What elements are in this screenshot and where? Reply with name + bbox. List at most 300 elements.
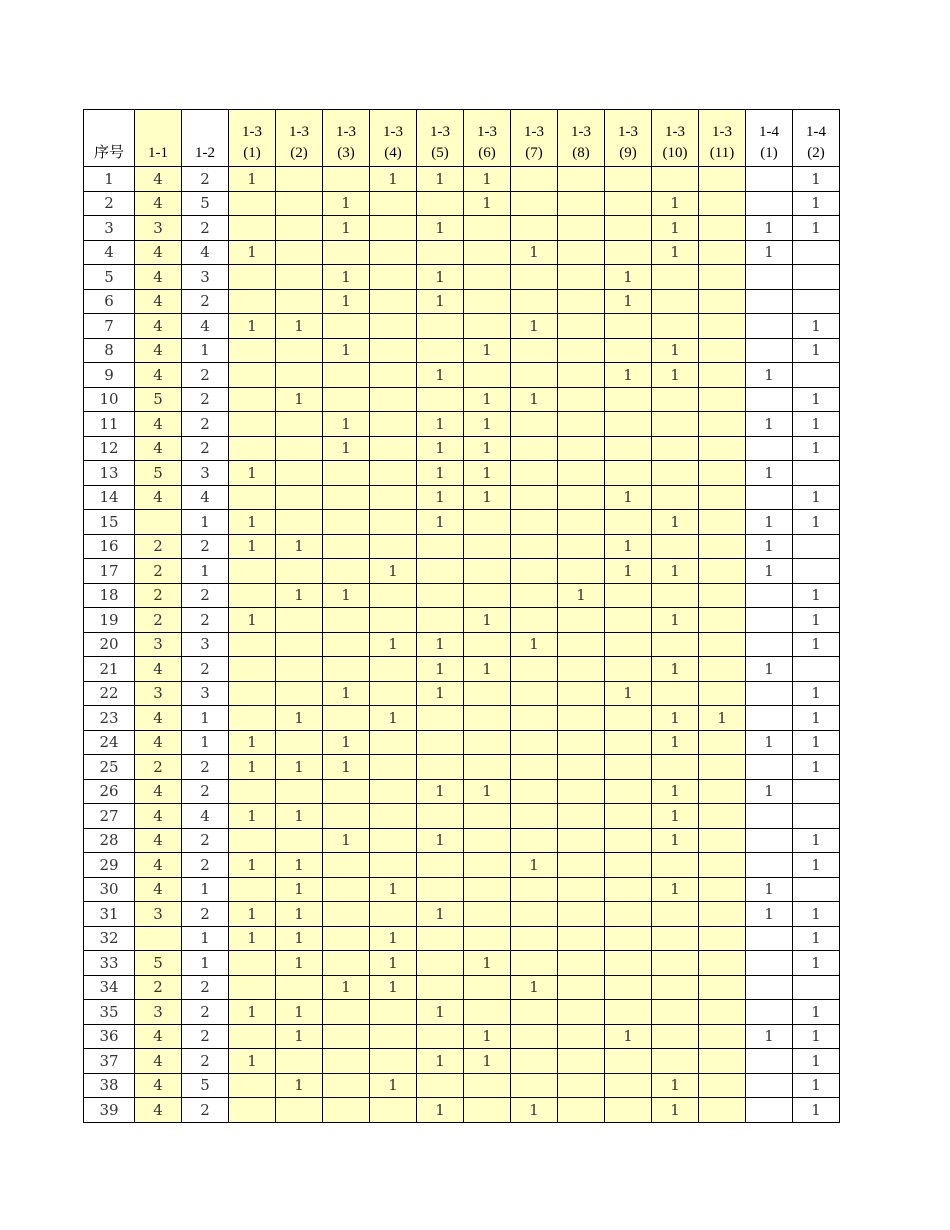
table-cell bbox=[605, 191, 652, 216]
table-cell bbox=[464, 828, 511, 853]
table-cell bbox=[746, 853, 793, 878]
table-cell bbox=[605, 1049, 652, 1074]
table-cell bbox=[464, 510, 511, 535]
table-row bbox=[84, 485, 840, 510]
table-cell: 1 bbox=[652, 559, 699, 584]
table-cell bbox=[229, 681, 276, 706]
table-cell bbox=[605, 510, 652, 535]
table-cell bbox=[276, 510, 323, 535]
table-cell bbox=[276, 730, 323, 755]
table-cell: 1 bbox=[511, 314, 558, 339]
table-cell bbox=[417, 853, 464, 878]
table-row bbox=[84, 657, 840, 682]
row-number-cell: 21 bbox=[84, 657, 135, 682]
table-cell bbox=[323, 779, 370, 804]
column-header: 1-3 (3) bbox=[323, 110, 370, 167]
table-cell: 1 bbox=[276, 877, 323, 902]
table-cell: 1 bbox=[793, 681, 840, 706]
table-cell bbox=[652, 755, 699, 780]
table-cell bbox=[699, 608, 746, 633]
table-cell: 1 bbox=[746, 730, 793, 755]
table-cell: 4 bbox=[135, 436, 182, 461]
table-cell: 1 bbox=[558, 583, 605, 608]
table-cell: 4 bbox=[135, 240, 182, 265]
table-cell: 2 bbox=[182, 657, 229, 682]
table-cell: 3 bbox=[135, 1000, 182, 1025]
table-cell bbox=[511, 1073, 558, 1098]
table-row bbox=[84, 1073, 840, 1098]
column-header: 序号 bbox=[84, 110, 135, 167]
table-cell bbox=[370, 289, 417, 314]
table-cell: 2 bbox=[182, 1024, 229, 1049]
table-cell bbox=[652, 314, 699, 339]
table-cell bbox=[699, 877, 746, 902]
table-cell: 1 bbox=[746, 1024, 793, 1049]
table-cell: 1 bbox=[323, 412, 370, 437]
table-cell: 1 bbox=[605, 1024, 652, 1049]
table-cell: 2 bbox=[135, 608, 182, 633]
table-cell bbox=[276, 1049, 323, 1074]
table-cell: 4 bbox=[135, 706, 182, 731]
table-cell bbox=[746, 1049, 793, 1074]
table-cell bbox=[746, 265, 793, 290]
table-cell: 1 bbox=[793, 632, 840, 657]
column-header: 1-1 bbox=[135, 110, 182, 167]
table-cell bbox=[558, 191, 605, 216]
table-cell bbox=[229, 951, 276, 976]
table-cell bbox=[558, 265, 605, 290]
table-row bbox=[84, 240, 840, 265]
table-cell: 4 bbox=[135, 853, 182, 878]
table-cell bbox=[511, 1049, 558, 1074]
table-cell: 1 bbox=[793, 730, 840, 755]
table-cell: 1 bbox=[323, 583, 370, 608]
row-number-cell: 28 bbox=[84, 828, 135, 853]
table-cell: 4 bbox=[135, 485, 182, 510]
table-cell bbox=[276, 216, 323, 241]
table-row bbox=[84, 436, 840, 461]
table-cell bbox=[276, 240, 323, 265]
table-cell bbox=[229, 632, 276, 657]
table-cell bbox=[652, 975, 699, 1000]
table-cell bbox=[558, 926, 605, 951]
row-number-cell: 22 bbox=[84, 681, 135, 706]
table-cell bbox=[417, 534, 464, 559]
table-cell: 1 bbox=[370, 1073, 417, 1098]
table-cell bbox=[370, 461, 417, 486]
column-header: 1-3 (7) bbox=[511, 110, 558, 167]
table-cell: 1 bbox=[793, 216, 840, 241]
table-cell bbox=[511, 363, 558, 388]
table-cell: 1 bbox=[417, 289, 464, 314]
table-row bbox=[84, 216, 840, 241]
table-cell: 1 bbox=[652, 191, 699, 216]
table-cell bbox=[276, 167, 323, 192]
table-row bbox=[84, 1098, 840, 1123]
table-row bbox=[84, 804, 840, 829]
table-cell bbox=[464, 216, 511, 241]
table-cell: 1 bbox=[605, 559, 652, 584]
table-cell bbox=[323, 510, 370, 535]
table-cell: 1 bbox=[652, 779, 699, 804]
table-cell bbox=[699, 265, 746, 290]
table-cell: 1 bbox=[652, 730, 699, 755]
table-cell bbox=[699, 828, 746, 853]
column-header: 1-3 (1) bbox=[229, 110, 276, 167]
table-cell bbox=[793, 877, 840, 902]
table-cell: 1 bbox=[464, 1024, 511, 1049]
table-cell bbox=[417, 240, 464, 265]
table-cell bbox=[229, 1024, 276, 1049]
table-cell bbox=[746, 1098, 793, 1123]
table-cell bbox=[699, 583, 746, 608]
table-cell: 1 bbox=[793, 338, 840, 363]
table-cell: 1 bbox=[464, 436, 511, 461]
table-cell: 1 bbox=[793, 1000, 840, 1025]
row-number-cell: 13 bbox=[84, 461, 135, 486]
table-cell: 1 bbox=[605, 534, 652, 559]
table-cell bbox=[511, 877, 558, 902]
table-cell: 1 bbox=[746, 240, 793, 265]
table-cell bbox=[746, 167, 793, 192]
table-cell bbox=[699, 510, 746, 535]
table-cell bbox=[558, 436, 605, 461]
table-cell: 1 bbox=[793, 583, 840, 608]
table-cell: 2 bbox=[182, 1049, 229, 1074]
table-cell bbox=[417, 559, 464, 584]
row-number-cell: 38 bbox=[84, 1073, 135, 1098]
table-cell: 1 bbox=[464, 191, 511, 216]
table-cell bbox=[370, 1024, 417, 1049]
table-cell bbox=[323, 167, 370, 192]
table-cell bbox=[699, 1024, 746, 1049]
table-cell: 4 bbox=[135, 1098, 182, 1123]
row-number-cell: 9 bbox=[84, 363, 135, 388]
table-cell: 2 bbox=[182, 755, 229, 780]
table-cell bbox=[699, 755, 746, 780]
table-cell: 1 bbox=[464, 338, 511, 363]
table-cell: 1 bbox=[746, 559, 793, 584]
table-cell bbox=[323, 804, 370, 829]
table-cell: 4 bbox=[135, 363, 182, 388]
table-cell bbox=[605, 730, 652, 755]
table-cell bbox=[464, 314, 511, 339]
table-cell: 1 bbox=[182, 706, 229, 731]
table-cell bbox=[370, 510, 417, 535]
table-cell: 1 bbox=[182, 926, 229, 951]
row-number-cell: 11 bbox=[84, 412, 135, 437]
table-cell: 2 bbox=[135, 755, 182, 780]
table-cell bbox=[793, 975, 840, 1000]
table-cell bbox=[652, 583, 699, 608]
table-row bbox=[84, 510, 840, 535]
table-cell bbox=[746, 191, 793, 216]
table-cell: 1 bbox=[276, 534, 323, 559]
table-cell bbox=[746, 314, 793, 339]
table-cell bbox=[417, 755, 464, 780]
table-cell: 1 bbox=[793, 314, 840, 339]
row-number-cell: 35 bbox=[84, 1000, 135, 1025]
table-cell bbox=[652, 461, 699, 486]
table-cell: 2 bbox=[135, 534, 182, 559]
table-cell bbox=[229, 657, 276, 682]
table-cell bbox=[323, 632, 370, 657]
table-cell: 1 bbox=[417, 265, 464, 290]
table-cell bbox=[605, 779, 652, 804]
table-cell bbox=[699, 902, 746, 927]
table-cell bbox=[605, 608, 652, 633]
table-cell: 1 bbox=[417, 681, 464, 706]
table-row bbox=[84, 951, 840, 976]
table-cell: 2 bbox=[182, 289, 229, 314]
table-cell bbox=[558, 412, 605, 437]
table-cell bbox=[464, 706, 511, 731]
table-cell: 1 bbox=[182, 510, 229, 535]
table-cell: 1 bbox=[652, 1098, 699, 1123]
table-cell: 1 bbox=[229, 510, 276, 535]
row-number-cell: 24 bbox=[84, 730, 135, 755]
table-cell bbox=[370, 314, 417, 339]
table-cell bbox=[276, 265, 323, 290]
table-cell: 1 bbox=[276, 1073, 323, 1098]
table-row bbox=[84, 608, 840, 633]
table-cell: 5 bbox=[135, 461, 182, 486]
table-cell: 2 bbox=[182, 779, 229, 804]
row-number-cell: 36 bbox=[84, 1024, 135, 1049]
table-cell: 1 bbox=[464, 951, 511, 976]
table-cell: 1 bbox=[464, 167, 511, 192]
table-cell: 1 bbox=[370, 951, 417, 976]
table-cell bbox=[793, 265, 840, 290]
table-cell: 4 bbox=[135, 779, 182, 804]
table-row bbox=[84, 191, 840, 216]
table-cell bbox=[370, 240, 417, 265]
table-cell bbox=[605, 828, 652, 853]
table-cell: 2 bbox=[182, 167, 229, 192]
table-cell: 1 bbox=[323, 828, 370, 853]
table-cell bbox=[558, 828, 605, 853]
table-row bbox=[84, 706, 840, 731]
table-cell bbox=[229, 706, 276, 731]
table-cell: 1 bbox=[182, 730, 229, 755]
table-cell: 1 bbox=[652, 363, 699, 388]
table-cell: 1 bbox=[323, 289, 370, 314]
table-cell bbox=[323, 485, 370, 510]
table-cell: 3 bbox=[182, 461, 229, 486]
table-cell: 2 bbox=[182, 412, 229, 437]
table-cell bbox=[746, 926, 793, 951]
table-cell bbox=[605, 657, 652, 682]
table-cell bbox=[605, 902, 652, 927]
table-cell: 4 bbox=[182, 804, 229, 829]
table-cell bbox=[558, 363, 605, 388]
table-cell bbox=[699, 485, 746, 510]
table-cell bbox=[511, 338, 558, 363]
row-number-cell: 37 bbox=[84, 1049, 135, 1074]
row-number-cell: 6 bbox=[84, 289, 135, 314]
table-cell bbox=[699, 461, 746, 486]
table-cell bbox=[558, 289, 605, 314]
table-cell bbox=[605, 412, 652, 437]
table-cell bbox=[276, 412, 323, 437]
column-header: 1-3 (11) bbox=[699, 110, 746, 167]
column-header: 1-3 (6) bbox=[464, 110, 511, 167]
table-cell bbox=[464, 265, 511, 290]
table-cell bbox=[652, 632, 699, 657]
table-cell bbox=[323, 926, 370, 951]
column-header: 1-3 (8) bbox=[558, 110, 605, 167]
table-cell bbox=[276, 436, 323, 461]
table-cell bbox=[276, 191, 323, 216]
table-cell bbox=[652, 951, 699, 976]
table-cell bbox=[652, 265, 699, 290]
table-cell bbox=[652, 1000, 699, 1025]
table-cell: 4 bbox=[135, 1073, 182, 1098]
table-cell bbox=[511, 902, 558, 927]
table-cell bbox=[746, 436, 793, 461]
table-cell bbox=[699, 1049, 746, 1074]
table-row bbox=[84, 167, 840, 192]
table-cell: 1 bbox=[276, 926, 323, 951]
table-cell bbox=[558, 461, 605, 486]
table-cell: 1 bbox=[511, 1098, 558, 1123]
table-cell bbox=[323, 387, 370, 412]
table-cell bbox=[323, 534, 370, 559]
table-cell: 1 bbox=[323, 681, 370, 706]
table-cell: 2 bbox=[135, 583, 182, 608]
table-cell bbox=[558, 632, 605, 657]
column-header: 1-3 (5) bbox=[417, 110, 464, 167]
table-cell bbox=[370, 853, 417, 878]
table-row bbox=[84, 314, 840, 339]
table-cell: 2 bbox=[135, 559, 182, 584]
table-cell bbox=[464, 926, 511, 951]
table-cell bbox=[558, 657, 605, 682]
table-cell bbox=[276, 657, 323, 682]
table-cell: 3 bbox=[182, 265, 229, 290]
row-number-cell: 3 bbox=[84, 216, 135, 241]
table-cell: 1 bbox=[276, 755, 323, 780]
table-cell bbox=[323, 608, 370, 633]
table-cell bbox=[652, 681, 699, 706]
table-cell bbox=[229, 1098, 276, 1123]
table-cell bbox=[323, 877, 370, 902]
table-cell: 1 bbox=[323, 191, 370, 216]
table-row bbox=[84, 338, 840, 363]
table-cell: 1 bbox=[276, 1024, 323, 1049]
table-cell: 2 bbox=[182, 436, 229, 461]
table-cell: 1 bbox=[793, 1073, 840, 1098]
table-cell: 2 bbox=[182, 608, 229, 633]
column-header: 1-3 (9) bbox=[605, 110, 652, 167]
table-cell bbox=[229, 877, 276, 902]
table-cell bbox=[229, 436, 276, 461]
table-cell bbox=[229, 583, 276, 608]
table-cell bbox=[464, 534, 511, 559]
table-cell: 1 bbox=[464, 608, 511, 633]
table-cell bbox=[417, 951, 464, 976]
table-cell: 1 bbox=[276, 706, 323, 731]
table-cell bbox=[323, 363, 370, 388]
table-cell: 1 bbox=[323, 975, 370, 1000]
column-header: 1-4 (2) bbox=[793, 110, 840, 167]
table-cell: 4 bbox=[135, 314, 182, 339]
table-cell bbox=[511, 926, 558, 951]
table-cell bbox=[652, 387, 699, 412]
table-cell: 2 bbox=[182, 387, 229, 412]
table-cell: 4 bbox=[182, 314, 229, 339]
table-cell: 1 bbox=[229, 608, 276, 633]
table-body bbox=[84, 167, 840, 1123]
row-number-cell: 18 bbox=[84, 583, 135, 608]
table-cell bbox=[605, 951, 652, 976]
table-cell: 1 bbox=[417, 657, 464, 682]
table-cell bbox=[276, 1098, 323, 1123]
table-cell bbox=[699, 559, 746, 584]
table-cell bbox=[511, 167, 558, 192]
table-row bbox=[84, 632, 840, 657]
table-cell: 1 bbox=[229, 804, 276, 829]
table-cell bbox=[605, 461, 652, 486]
table-cell bbox=[276, 828, 323, 853]
table-row bbox=[84, 363, 840, 388]
table-cell: 1 bbox=[370, 167, 417, 192]
table-cell: 1 bbox=[793, 828, 840, 853]
table-cell bbox=[511, 534, 558, 559]
table-row bbox=[84, 265, 840, 290]
table-cell bbox=[746, 485, 793, 510]
table-cell bbox=[229, 779, 276, 804]
table-cell: 4 bbox=[135, 265, 182, 290]
table-cell: 1 bbox=[464, 461, 511, 486]
table-cell: 4 bbox=[135, 730, 182, 755]
column-header: 1-4 (1) bbox=[746, 110, 793, 167]
table-cell: 1 bbox=[229, 167, 276, 192]
table-cell bbox=[511, 289, 558, 314]
row-number-cell: 10 bbox=[84, 387, 135, 412]
table-cell bbox=[323, 461, 370, 486]
table-cell bbox=[746, 1000, 793, 1025]
table-cell: 1 bbox=[370, 632, 417, 657]
table-cell: 4 bbox=[135, 191, 182, 216]
table-cell bbox=[605, 755, 652, 780]
table-cell bbox=[699, 338, 746, 363]
table-cell bbox=[511, 559, 558, 584]
table-cell bbox=[699, 632, 746, 657]
table-cell bbox=[229, 1073, 276, 1098]
row-number-cell: 23 bbox=[84, 706, 135, 731]
table-cell bbox=[229, 975, 276, 1000]
table-cell: 1 bbox=[417, 828, 464, 853]
table-cell: 1 bbox=[276, 804, 323, 829]
table-cell: 3 bbox=[135, 632, 182, 657]
table-cell bbox=[558, 1073, 605, 1098]
table-cell bbox=[464, 902, 511, 927]
table-cell bbox=[370, 485, 417, 510]
table-cell bbox=[746, 1073, 793, 1098]
table-cell bbox=[558, 681, 605, 706]
table-cell bbox=[605, 436, 652, 461]
table-cell bbox=[652, 1049, 699, 1074]
table-cell: 1 bbox=[417, 1000, 464, 1025]
table-cell bbox=[652, 289, 699, 314]
table-cell bbox=[323, 853, 370, 878]
table-cell bbox=[464, 1098, 511, 1123]
table-cell bbox=[511, 681, 558, 706]
table-cell bbox=[746, 828, 793, 853]
table-cell bbox=[699, 216, 746, 241]
table-cell bbox=[605, 804, 652, 829]
